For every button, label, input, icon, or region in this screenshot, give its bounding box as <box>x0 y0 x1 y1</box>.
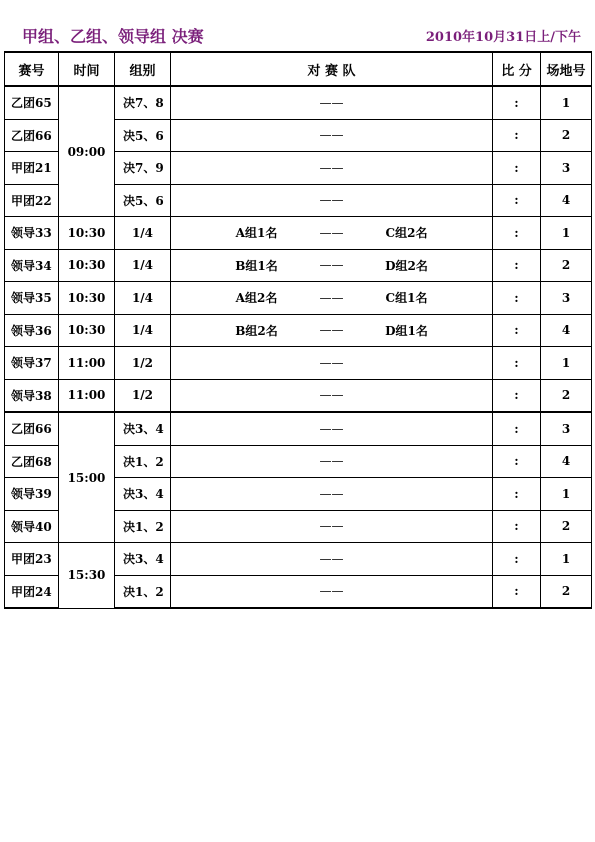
match-teams <box>171 445 493 478</box>
vs-dash: —— <box>319 225 344 240</box>
match-group: 决3、4 <box>115 478 171 511</box>
match-no: 领导37 <box>5 347 59 380</box>
match-teams <box>171 543 493 576</box>
team-a: B组1名 <box>235 258 278 273</box>
match-field: 1 <box>541 347 592 380</box>
match-teams <box>171 575 493 608</box>
table-row <box>5 412 592 445</box>
schedule-title: 甲组、乙组、领导组 决赛 <box>22 27 204 46</box>
match-score: : <box>493 249 541 282</box>
vs-dash: —— <box>319 486 344 501</box>
match-field: 3 <box>541 282 592 315</box>
match-group: 1/4 <box>115 217 171 250</box>
match-group: 决5、6 <box>115 119 171 152</box>
team-b: C组2名 <box>385 226 428 241</box>
match-field: 2 <box>541 510 592 543</box>
table-row <box>5 86 592 119</box>
match-field: 2 <box>541 119 592 152</box>
match-group: 决3、4 <box>115 543 171 576</box>
match-time: 11:00 <box>59 379 115 412</box>
match-teams <box>171 152 493 185</box>
match-no: 领导39 <box>5 478 59 511</box>
vs-dash: —— <box>319 519 344 534</box>
match-time: 10:30 <box>59 217 115 250</box>
vs-dash: —— <box>319 355 344 370</box>
vs-dash: —— <box>319 421 344 436</box>
match-group: 1/4 <box>115 249 171 282</box>
team-b: D组2名 <box>385 258 428 273</box>
match-score: : <box>493 347 541 380</box>
match-time: 10:30 <box>59 314 115 347</box>
match-group: 决7、9 <box>115 152 171 185</box>
match-field: 1 <box>541 478 592 511</box>
match-no: 领导40 <box>5 510 59 543</box>
vs-dash: —— <box>319 290 344 305</box>
match-score: : <box>493 478 541 511</box>
col-header-match-no: 赛号 <box>5 52 59 86</box>
table-row <box>5 543 592 576</box>
match-field: 1 <box>541 86 592 119</box>
match-score: : <box>493 86 541 119</box>
team-a: B组2名 <box>235 323 278 338</box>
match-score: : <box>493 119 541 152</box>
match-no: 乙团66 <box>5 412 59 445</box>
match-group: 决1、2 <box>115 575 171 608</box>
match-score: : <box>493 379 541 412</box>
match-score: : <box>493 314 541 347</box>
match-time: 09:00 <box>59 86 115 217</box>
match-teams <box>171 314 493 347</box>
match-score: : <box>493 282 541 315</box>
team-a: A组1名 <box>235 226 278 241</box>
match-teams <box>171 379 493 412</box>
match-field: 3 <box>541 412 592 445</box>
match-teams <box>171 86 493 119</box>
vs-dash: —— <box>319 454 344 469</box>
team-b: C组1名 <box>385 291 428 306</box>
vs-dash: —— <box>319 584 344 599</box>
match-no: 乙团65 <box>5 86 59 119</box>
vs-dash: —— <box>319 323 344 338</box>
match-time: 10:30 <box>59 282 115 315</box>
match-score: : <box>493 510 541 543</box>
team-b: D组1名 <box>385 323 428 338</box>
match-teams <box>171 282 493 315</box>
match-group: 决1、2 <box>115 510 171 543</box>
match-field: 2 <box>541 379 592 412</box>
table-row <box>5 347 592 380</box>
match-group: 1/2 <box>115 379 171 412</box>
col-header-score: 比 分 <box>493 52 541 86</box>
match-time: 10:30 <box>59 249 115 282</box>
match-no: 领导36 <box>5 314 59 347</box>
match-no: 甲团22 <box>5 184 59 217</box>
vs-dash: —— <box>319 388 344 403</box>
match-score: : <box>493 217 541 250</box>
match-group: 决7、8 <box>115 86 171 119</box>
match-no: 甲团24 <box>5 575 59 608</box>
match-no: 领导38 <box>5 379 59 412</box>
match-teams <box>171 347 493 380</box>
match-field: 1 <box>541 217 592 250</box>
match-no: 乙团68 <box>5 445 59 478</box>
table-header-row <box>5 52 592 86</box>
col-header-time: 时间 <box>59 52 115 86</box>
match-group: 1/2 <box>115 347 171 380</box>
match-teams <box>171 249 493 282</box>
match-field: 2 <box>541 575 592 608</box>
match-score: : <box>493 412 541 445</box>
table-row <box>5 379 592 412</box>
match-field: 3 <box>541 152 592 185</box>
match-time: 15:30 <box>59 543 115 609</box>
match-group: 决3、4 <box>115 412 171 445</box>
match-score: : <box>493 543 541 576</box>
match-time: 15:00 <box>59 412 115 543</box>
table-row <box>5 314 592 347</box>
match-group: 1/4 <box>115 314 171 347</box>
match-teams <box>171 184 493 217</box>
match-no: 乙团66 <box>5 119 59 152</box>
vs-dash: —— <box>319 95 344 110</box>
match-no: 领导34 <box>5 249 59 282</box>
match-no: 领导33 <box>5 217 59 250</box>
match-field: 4 <box>541 445 592 478</box>
match-group: 决5、6 <box>115 184 171 217</box>
match-teams <box>171 510 493 543</box>
vs-dash: —— <box>319 160 344 175</box>
vs-dash: —— <box>319 128 344 143</box>
match-no: 领导35 <box>5 282 59 315</box>
match-group: 决1、2 <box>115 445 171 478</box>
vs-dash: —— <box>319 258 344 273</box>
match-group: 1/4 <box>115 282 171 315</box>
col-header-teams: 对 赛 队 <box>171 52 493 86</box>
match-time: 11:00 <box>59 347 115 380</box>
col-header-group: 组别 <box>115 52 171 86</box>
match-field: 4 <box>541 314 592 347</box>
team-a: A组2名 <box>235 291 278 306</box>
col-header-field: 场地号 <box>541 52 592 86</box>
table-row <box>5 249 592 282</box>
schedule-date: 2010年10月31日上/下午 <box>425 30 581 45</box>
match-score: : <box>493 184 541 217</box>
match-teams <box>171 119 493 152</box>
match-teams <box>171 412 493 445</box>
match-no: 甲团21 <box>5 152 59 185</box>
vs-dash: —— <box>319 551 344 566</box>
schedule-table <box>4 51 592 609</box>
match-teams <box>171 478 493 511</box>
table-row <box>5 217 592 250</box>
match-teams <box>171 217 493 250</box>
match-field: 4 <box>541 184 592 217</box>
match-score: : <box>493 445 541 478</box>
match-field: 1 <box>541 543 592 576</box>
match-field: 2 <box>541 249 592 282</box>
match-score: : <box>493 152 541 185</box>
table-row <box>5 282 592 315</box>
match-no: 甲团23 <box>5 543 59 576</box>
vs-dash: —— <box>319 193 344 208</box>
match-score: : <box>493 575 541 608</box>
